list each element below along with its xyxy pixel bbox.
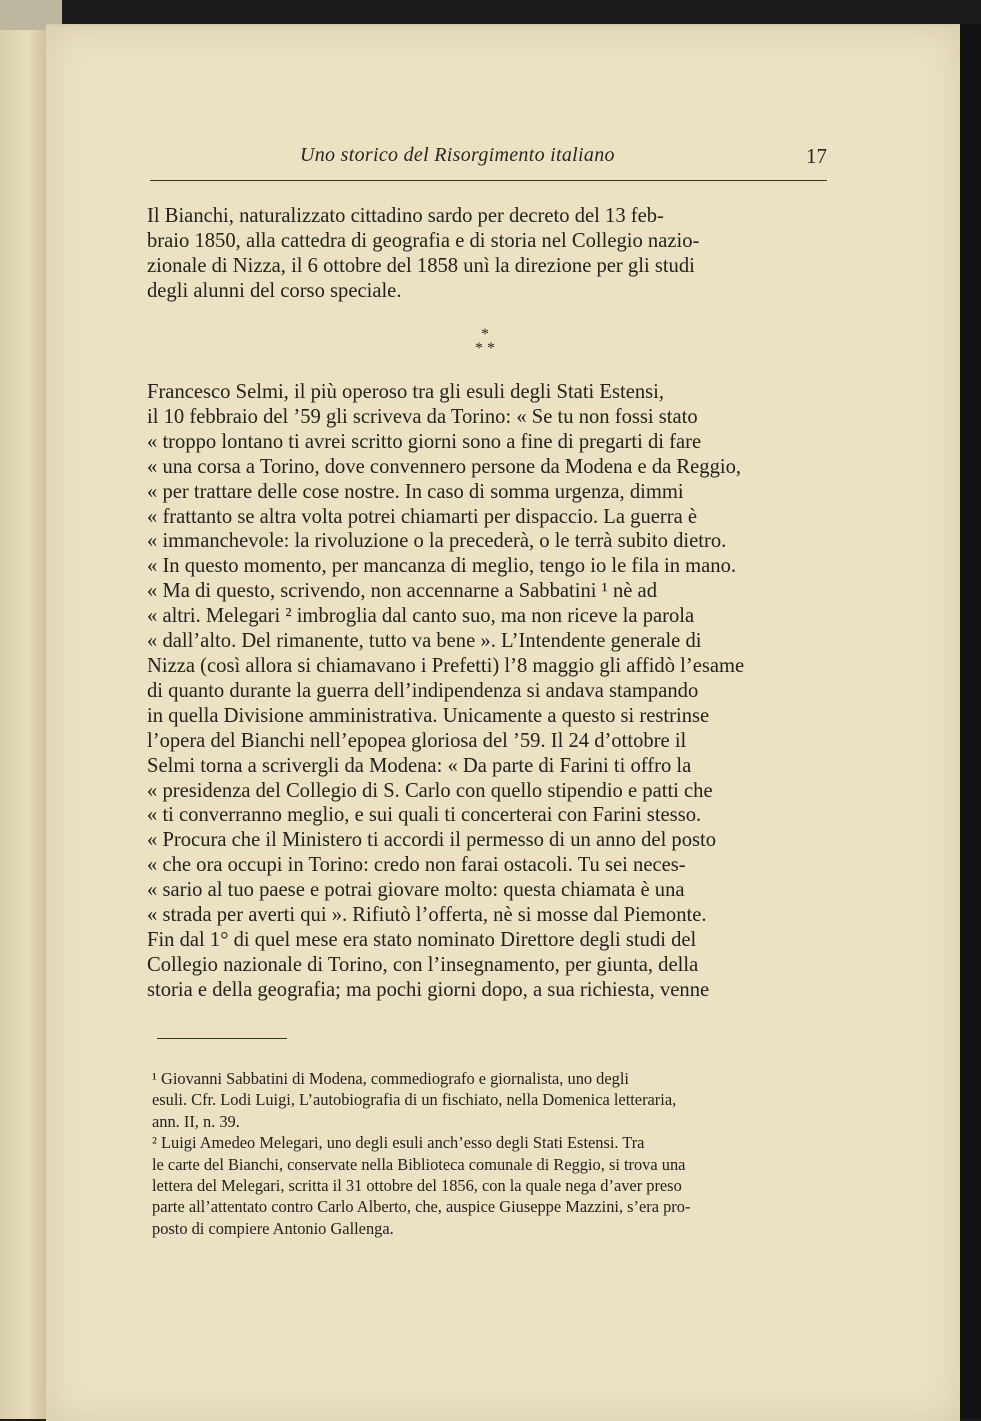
text-line: « per trattare delle cose nostre. In caso di somma urgenza, dimmi (147, 480, 684, 503)
text-line: « che ora occupi in Torino: credo non farai ostacoli. Tu sei neces- (147, 854, 686, 877)
text-line: « In questo momento, per mancanza di meglio, tengo io le fila in mano. (147, 555, 737, 578)
asterism-top: * (481, 326, 489, 343)
running-header (150, 144, 827, 174)
footnote-line: esuli. Cfr. Lodi Luigi, L’autobiografia di un fischiato, nella Domenica letteraria, (152, 1090, 677, 1110)
text-line: storia e della geografia; ma pochi giorni dopo, a sua richiesta, venne (147, 978, 710, 1001)
footnote-rule (157, 1038, 287, 1039)
page-number: 17 (806, 144, 827, 168)
text-line: braio 1850, alla cattedra di geografia e di storia nel Collegio nazio- (147, 229, 700, 252)
text-line: Nizza (così allora si chiamavano i Prefetti) l’8 maggio gli affidò l’esame (147, 654, 745, 677)
facing-page-edge (0, 30, 47, 1419)
text-line: il 10 febbraio del ’59 gli scriveva da Torino: « Se tu non fossi stato (147, 405, 698, 428)
footnote-line: ² Luigi Amedeo Melegari, uno degli esuli anch’esso degli Stati Estensi. Tra (152, 1133, 645, 1153)
text-line: Selmi torna a scrivergli da Modena: « Da parte di Farini ti offro la (147, 754, 692, 777)
footnotes (152, 1068, 834, 1239)
text-line: « immanchevole: la rivoluzione o la precederà, o le terrà subito dietro. (147, 530, 727, 553)
text-line: l’opera del Bianchi nell’epopea gloriosa del ’59. Il 24 d’ottobre il (147, 729, 687, 752)
text-line: Francesco Selmi, il più operoso tra gli esuli degli Stati Estensi, (147, 381, 665, 403)
text-line: « altri. Melegari ² imbroglia dal canto suo, ma non riceve la parola (147, 605, 695, 628)
section-asterism (460, 328, 510, 368)
text-line: « troppo lontano ti avrei scritto giorni sono a fine di pregarti di fare (147, 430, 702, 453)
text-line: « presidenza del Collegio di S. Carlo con quello stipendio e patti che (147, 779, 713, 802)
footnote-line: ann. II, n. 39. (152, 1111, 240, 1131)
asterism-bottom: * * (475, 340, 495, 357)
text-line: « Procura che il Ministero ti accordi il permesso di un anno del posto (147, 829, 717, 852)
text-line: di quanto durante la guerra dell’indipendenza si andava stampando (147, 679, 699, 702)
text-line: « ti converranno meglio, e sui quali ti concerterai con Farini stesso. (147, 804, 702, 827)
text-line: degli alunni del corso speciale. (147, 279, 402, 302)
text-line: « frattanto se altra volta potrei chiamarti per dispaccio. La guerra è (147, 505, 698, 528)
header-rule (150, 180, 827, 181)
text-line: zionale di Nizza, il 6 ottobre del 1858 unì la direzione per gli studi (147, 254, 695, 277)
paragraph-bianchi-appointment (147, 204, 832, 304)
footnote-line: posto di compiere Antonio Gallenga. (152, 1218, 394, 1238)
text-line: Fin dal 1° di quel mese era stato nominato Direttore degli studi del (147, 928, 697, 951)
text-line: « dall’alto. Del rimanente, tutto va bene ». L’Intendente generale di (147, 630, 702, 653)
text-line: Collegio nazionale di Torino, con l’insegnamento, per giunta, della (147, 953, 699, 976)
footnote-line: parte all’attentato contro Carlo Alberto, che, auspice Giuseppe Mazzini, s’era pro- (152, 1197, 691, 1217)
text-line: Il Bianchi, naturalizzato cittadino sardo per decreto del 13 feb- (147, 205, 664, 227)
footnote-line: lettera del Melegari, scritta il 31 ottobre del 1856, con la quale nega d’aver preso (152, 1176, 682, 1196)
footnote-line: ¹ Giovanni Sabbatini di Modena, commediografo e giornalista, uno degli (152, 1069, 629, 1088)
running-title: Uno storico del Risorgimento italiano (300, 144, 615, 166)
paragraph-selmi-letter (147, 380, 832, 1003)
text-line: « sario al tuo paese e potrai giovare molto: questa chiamata è una (147, 879, 685, 902)
text-line: « Ma di questo, scrivendo, non accennarne a Sabbatini ¹ nè ad (147, 580, 657, 603)
text-line: « una corsa a Torino, dove convennero persone da Modena e da Reggio, (147, 455, 742, 478)
text-line: « strada per averti qui ». Rifiutò l’offerta, nè si mosse dal Piemonte. (147, 904, 707, 927)
text-line: in quella Divisione amministrativa. Unicamente a questo si restrinse (147, 704, 710, 727)
scan-background-edge (960, 24, 981, 1419)
footnote-line: le carte del Bianchi, conservate nella Biblioteca comunale di Reggio, si trova una (152, 1154, 686, 1174)
